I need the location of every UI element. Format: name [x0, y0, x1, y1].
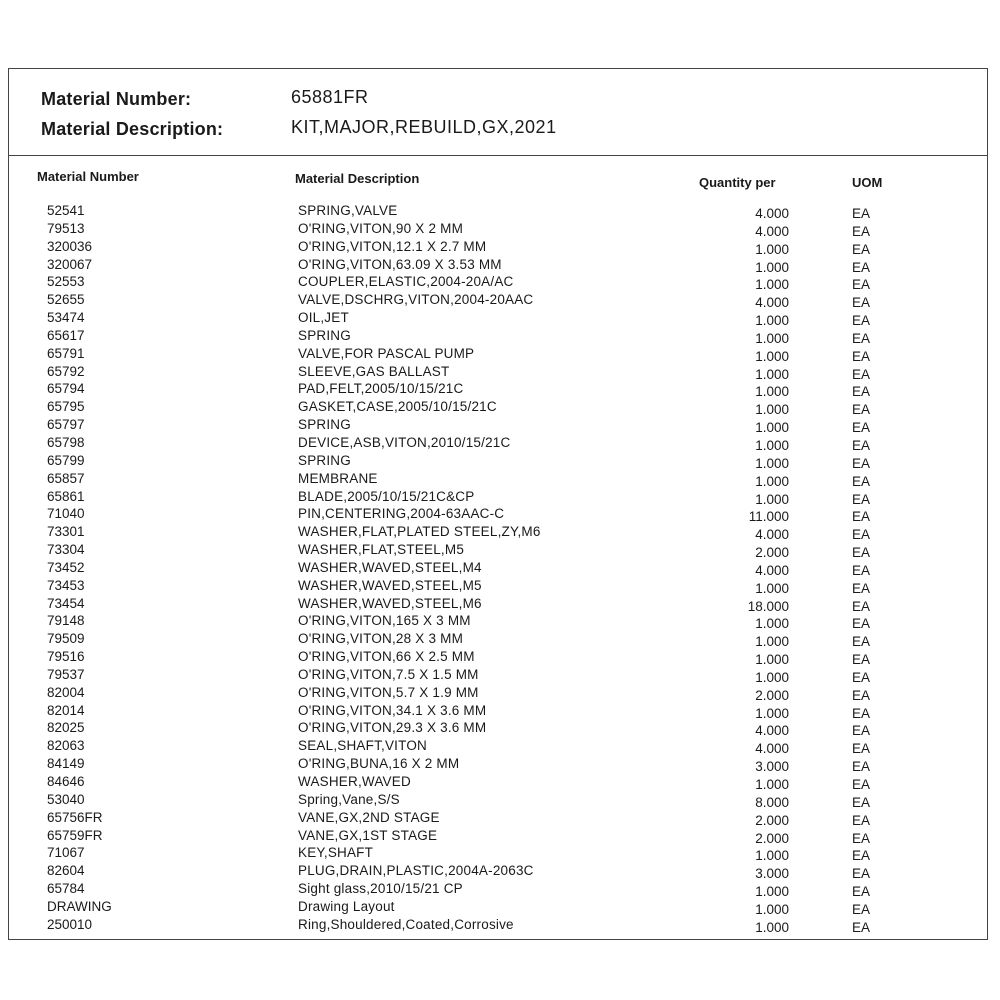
uom-cell: EA [852, 901, 871, 917]
material-description-cell: SEAL,SHAFT,VITON [298, 738, 427, 754]
table-row [9, 703, 987, 721]
table-row [9, 471, 987, 489]
uom-cell: EA [852, 741, 871, 757]
uom-cell: EA [852, 455, 871, 471]
material-description-cell: SPRING [298, 452, 351, 468]
column-header-number: Material Number [37, 169, 139, 184]
table-row [9, 774, 987, 792]
quantity-cell: 4.000 [755, 295, 789, 311]
material-number-cell: 65861 [47, 488, 85, 504]
uom-cell: EA [852, 562, 871, 578]
material-number-cell: 73301 [47, 524, 85, 540]
material-description-cell: VANE,GX,1ST STAGE [298, 827, 438, 843]
material-description-cell: O'RING,VITON,34.1 X 3.6 MM [298, 702, 487, 718]
uom-cell: EA [852, 384, 871, 400]
uom-cell: EA [852, 884, 871, 900]
table-row [9, 221, 987, 239]
material-description-cell: Sight glass,2010/15/21 CP [298, 881, 463, 897]
material-number-cell: 82025 [47, 720, 85, 736]
uom-cell: EA [852, 777, 871, 792]
column-header-description: Material Description [295, 171, 420, 186]
quantity-cell: 1.000 [755, 437, 789, 453]
table-row [9, 239, 987, 257]
uom-cell: EA [852, 420, 871, 436]
table-row [9, 310, 987, 328]
material-description-cell: DEVICE,ASB,VITON,2010/15/21C [298, 434, 511, 450]
table-row [9, 560, 987, 578]
table-row [9, 381, 987, 399]
material-number-cell: 82063 [47, 738, 85, 754]
material-description-cell: O'RING,BUNA,16 X 2 MM [298, 756, 460, 772]
material-description-cell: SPRING [298, 417, 351, 433]
material-description-cell: Ring,Shouldered,Coated,Corrosive [298, 916, 514, 932]
uom-cell: EA [852, 509, 871, 525]
table-row [9, 489, 987, 507]
material-description-cell: PLUG,DRAIN,PLASTIC,2004A-2063C [298, 863, 534, 879]
uom-cell: EA [852, 348, 871, 364]
quantity-cell: 1.000 [755, 884, 789, 900]
material-number-cell: 79513 [47, 220, 85, 236]
table-row [9, 399, 987, 417]
uom-cell: EA [852, 598, 871, 614]
uom-cell: EA [852, 759, 871, 775]
material-description-cell: SLEEVE,GAS BALLAST [298, 363, 450, 379]
uom-cell: EA [852, 206, 871, 221]
uom-cell: EA [852, 402, 871, 418]
uom-cell: EA [852, 794, 871, 810]
material-description-cell: O'RING,VITON,5.7 X 1.9 MM [298, 684, 479, 700]
material-number-cell: 79509 [47, 631, 85, 647]
column-header-quantity: Quantity per [699, 175, 776, 190]
material-description-cell: O'RING,VITON,28 X 3 MM [298, 631, 464, 647]
quantity-cell: 2.000 [755, 687, 789, 703]
material-number-cell: 65798 [47, 434, 85, 450]
table-row [9, 810, 987, 828]
material-description-cell: WASHER,FLAT,STEEL,M5 [298, 542, 465, 558]
uom-cell: EA [852, 616, 871, 632]
uom-cell: EA [852, 241, 871, 257]
material-number-cell: 82604 [47, 863, 85, 879]
table-row [9, 649, 987, 667]
material-number-cell: 71067 [47, 845, 85, 861]
uom-cell: EA [852, 580, 871, 596]
uom-cell: EA [852, 687, 871, 703]
material-number-cell: 52655 [47, 292, 85, 308]
uom-cell: EA [852, 223, 871, 239]
quantity-cell: 1.000 [755, 313, 789, 329]
material-description-cell: VANE,GX,2ND STAGE [298, 809, 440, 825]
quantity-cell: 1.000 [755, 919, 789, 935]
material-number-cell: DRAWING [47, 898, 112, 914]
table-row [9, 524, 987, 542]
table-row [9, 828, 987, 846]
table-row [9, 899, 987, 917]
material-description-cell: WASHER,WAVED [298, 774, 411, 789]
material-number-cell: 320067 [47, 256, 93, 272]
quantity-cell: 3.000 [755, 866, 789, 882]
material-number-cell: 65857 [47, 470, 85, 486]
table-row [9, 738, 987, 756]
material-number-cell: 53040 [47, 791, 85, 807]
material-number-cell: 65756FR [47, 809, 103, 825]
material-description-cell: VALVE,DSCHRG,VITON,2004-20AAC [298, 292, 534, 308]
material-description-cell: O'RING,VITON,66 X 2.5 MM [298, 649, 475, 665]
quantity-cell: 1.000 [755, 705, 789, 721]
material-description-cell: O'RING,VITON,63.09 X 3.53 MM [298, 256, 502, 272]
uom-cell: EA [852, 330, 871, 346]
quantity-cell: 4.000 [755, 527, 789, 543]
quantity-cell: 4.000 [755, 206, 789, 221]
material-number-cell: 79516 [47, 649, 85, 665]
material-number-cell: 65617 [47, 327, 85, 343]
material-number-cell: 65799 [47, 452, 85, 468]
material-number-cell: 65784 [47, 881, 85, 897]
quantity-cell: 1.000 [755, 259, 789, 275]
material-number-cell: 52541 [47, 203, 85, 218]
uom-cell: EA [852, 437, 871, 453]
material-number-cell: 73452 [47, 559, 85, 575]
quantity-cell: 4.000 [755, 741, 789, 757]
quantity-cell: 1.000 [755, 491, 789, 507]
material-description-cell: WASHER,FLAT,PLATED STEEL,ZY,M6 [298, 524, 541, 540]
material-description-cell: O'RING,VITON,12.1 X 2.7 MM [298, 238, 487, 254]
material-number-cell: 52553 [47, 274, 85, 290]
quantity-cell: 1.000 [755, 473, 789, 489]
material-number-cell: 65791 [47, 345, 85, 361]
material-number-cell: 73304 [47, 542, 85, 558]
quantity-cell: 2.000 [755, 830, 789, 846]
material-description-cell: COUPLER,ELASTIC,2004-20A/AC [298, 274, 514, 290]
quantity-cell: 4.000 [755, 562, 789, 578]
uom-cell: EA [852, 634, 871, 650]
uom-cell: EA [852, 277, 871, 293]
uom-cell: EA [852, 259, 871, 275]
material-description-cell: O'RING,VITON,165 X 3 MM [298, 613, 471, 629]
material-number-cell: 65795 [47, 399, 85, 415]
material-header [9, 69, 987, 156]
table-row [9, 845, 987, 863]
table-row [9, 292, 987, 310]
quantity-cell: 1.000 [755, 384, 789, 400]
material-description-cell: O'RING,VITON,90 X 2 MM [298, 220, 464, 236]
table-row [9, 720, 987, 738]
quantity-cell: 2.000 [755, 812, 789, 828]
uom-cell: EA [852, 313, 871, 329]
material-number-cell: 84646 [47, 774, 85, 789]
quantity-cell: 1.000 [755, 455, 789, 471]
table-row [9, 417, 987, 435]
table-row [9, 453, 987, 471]
uom-cell: EA [852, 705, 871, 721]
quantity-cell: 1.000 [755, 580, 789, 596]
quantity-cell: 18.000 [747, 598, 789, 614]
table-row [9, 578, 987, 596]
table-row [9, 917, 987, 935]
table-row [9, 346, 987, 364]
parts-list [9, 203, 987, 935]
quantity-cell: 1.000 [755, 241, 789, 257]
quantity-cell: 1.000 [755, 616, 789, 632]
material-number-cell: 79537 [47, 666, 85, 682]
material-description-cell: SPRING,VALVE [298, 203, 398, 218]
material-description-cell: MEMBRANE [298, 470, 378, 486]
quantity-cell: 1.000 [755, 777, 789, 792]
quantity-cell: 2.000 [755, 545, 789, 561]
material-description-cell: GASKET,CASE,2005/10/15/21C [298, 399, 497, 415]
quantity-cell: 1.000 [755, 901, 789, 917]
uom-cell: EA [852, 848, 871, 864]
uom-cell: EA [852, 723, 871, 739]
uom-cell: EA [852, 830, 871, 846]
material-number-cell: 84149 [47, 756, 85, 772]
quantity-cell: 1.000 [755, 277, 789, 293]
material-number-cell: 71040 [47, 506, 85, 522]
material-description-cell: Drawing Layout [298, 898, 395, 914]
material-description-label: Material Description: [41, 119, 224, 139]
material-number-cell: 73454 [47, 595, 85, 611]
material-description-cell: OIL,JET [298, 310, 349, 326]
quantity-cell: 8.000 [755, 794, 789, 810]
table-row [9, 792, 987, 810]
uom-cell: EA [852, 812, 871, 828]
uom-cell: EA [852, 669, 871, 685]
table-row [9, 631, 987, 649]
uom-cell: EA [852, 491, 871, 507]
uom-cell: EA [852, 919, 871, 935]
table-row [9, 257, 987, 275]
quantity-cell: 1.000 [755, 330, 789, 346]
material-description-cell: KEY,SHAFT [298, 845, 374, 861]
material-description-cell: O'RING,VITON,29.3 X 3.6 MM [298, 720, 487, 736]
material-number-cell: 320036 [47, 238, 93, 254]
quantity-cell: 11.000 [748, 509, 789, 525]
table-row [9, 364, 987, 382]
quantity-cell: 1.000 [755, 652, 789, 668]
uom-cell: EA [852, 866, 871, 882]
material-number-cell: 65759FR [47, 827, 103, 843]
material-description-cell: VALVE,FOR PASCAL PUMP [298, 345, 475, 361]
material-description-cell: PAD,FELT,2005/10/15/21C [298, 381, 464, 397]
table-row [9, 613, 987, 631]
uom-cell: EA [852, 473, 871, 489]
material-description-cell: Spring,Vane,S/S [298, 791, 400, 807]
material-number-cell: 65794 [47, 381, 85, 397]
material-description-cell: BLADE,2005/10/15/21C&CP [298, 488, 475, 504]
uom-cell: EA [852, 652, 871, 668]
quantity-cell: 1.000 [755, 669, 789, 685]
table-row [9, 203, 987, 221]
quantity-cell: 4.000 [755, 723, 789, 739]
table-row [9, 881, 987, 899]
material-number-cell: 82014 [47, 702, 85, 718]
uom-cell: EA [852, 527, 871, 543]
table-row [9, 596, 987, 614]
material-number-cell: 73453 [47, 577, 85, 593]
quantity-cell: 4.000 [755, 223, 789, 239]
table-row [9, 685, 987, 703]
material-number-cell: 79148 [47, 613, 85, 629]
quantity-cell: 1.000 [755, 402, 789, 418]
uom-cell: EA [852, 366, 871, 382]
material-description-cell: WASHER,WAVED,STEEL,M6 [298, 595, 482, 611]
quantity-cell: 1.000 [755, 848, 789, 864]
table-row [9, 667, 987, 685]
quantity-cell: 1.000 [755, 634, 789, 650]
quantity-cell: 1.000 [755, 348, 789, 364]
material-description-value: KIT,MAJOR,REBUILD,GX,2021 [291, 117, 557, 137]
material-description-cell: PIN,CENTERING,2004-63AAC-C [298, 506, 505, 522]
table-row [9, 863, 987, 881]
table-row [9, 756, 987, 774]
material-description-cell: WASHER,WAVED,STEEL,M4 [298, 559, 482, 575]
quantity-cell: 3.000 [755, 759, 789, 775]
material-sheet [8, 68, 988, 940]
uom-cell: EA [852, 295, 871, 311]
column-header-uom: UOM [852, 175, 883, 190]
quantity-cell: 1.000 [755, 420, 789, 436]
material-number-cell: 65792 [47, 363, 85, 379]
material-number-label: Material Number: [41, 89, 192, 109]
quantity-cell: 1.000 [755, 366, 789, 382]
uom-cell: EA [852, 545, 871, 561]
material-number-cell: 65797 [47, 417, 85, 433]
material-description-cell: O'RING,VITON,7.5 X 1.5 MM [298, 666, 479, 682]
table-row [9, 274, 987, 292]
material-description-cell: SPRING [298, 327, 351, 343]
material-number-cell: 53474 [47, 310, 85, 326]
material-number-value: 65881FR [291, 87, 369, 107]
table-row [9, 435, 987, 453]
material-number-cell: 82004 [47, 684, 85, 700]
table-row [9, 542, 987, 560]
table-row [9, 328, 987, 346]
table-row [9, 506, 987, 524]
material-number-cell: 250010 [47, 916, 93, 932]
material-description-cell: WASHER,WAVED,STEEL,M5 [298, 577, 482, 593]
